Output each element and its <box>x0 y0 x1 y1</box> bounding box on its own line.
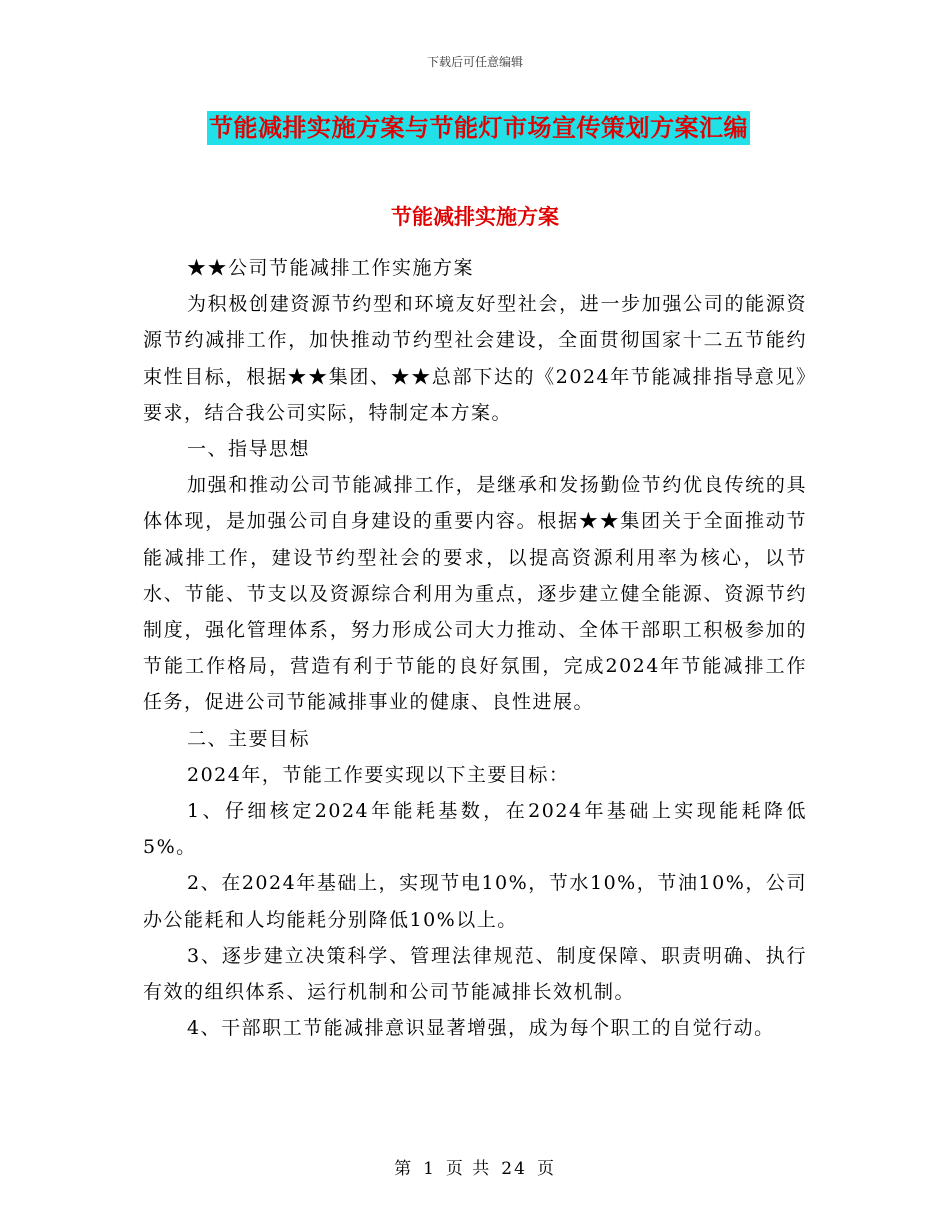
section-title: 节能减排实施方案 <box>391 204 559 229</box>
body-paragraph: 2、在2024年基础上，实现节电10%，节水10%，节油10%，公司办公能耗和人均能耗分别降低10%以上。 <box>143 872 807 931</box>
header-note: 下载后可任意编辑 <box>426 55 523 69</box>
page-suffix: 页 <box>536 1159 556 1179</box>
page-number: 1 <box>423 1159 436 1179</box>
document-title: 节能减排实施方案与节能灯市场宣传策划方案汇编 <box>207 111 750 145</box>
body-heading: 二、主要目标 <box>187 727 311 750</box>
body-paragraph: ★★公司节能减排工作实施方案 <box>187 257 475 279</box>
body-paragraph: 3、逐步建立决策科学、管理法律规范、制度保障、职责明确、执行有效的组织体系、运行机制和公司节能减排长效机制。 <box>143 944 807 1004</box>
body-paragraph: 加强和推动公司节能减排工作，是继承和发扬勤俭节约优良传统的具体体现，是加强公司自身建设的重要内容。根据★★集团关于全面推动节能减排工作，建设节约型社会的要求，以提高资源利用率为核心，以节水、节能、节支以及资源综合利用为重点，逐步建立健全能源、资源节约制度，强化管理体系，努力形成公司大力推动、全体干部职工积极参加的节能工作格局，营造有利于节能的良好氛围，完成2024年节能减排工作任务，促进公司节能减排事业的健康、良性进展。 <box>143 474 807 714</box>
body-paragraph: 4、干部职工节能减排意识显著增强，成为每个职工的自觉行动。 <box>187 1017 775 1040</box>
page-prefix: 第 <box>394 1159 414 1179</box>
page-total: 24 <box>501 1159 527 1179</box>
body-paragraph: 2024年，节能工作要实现以下主要目标： <box>187 763 570 786</box>
document-body <box>143 250 807 1046</box>
body-paragraph: 为积极创建资源节约型和环境友好型社会，进一步加强公司的能源资源节约减排工作，加快推动节约型社会建设，全面贯彻国家十二五节能约束性目标，根据★★集团、★★总部下达的《2024年节能减排指导意见》要求，结合我公司实际，特制定本方案。 <box>143 293 807 424</box>
page-mid: 页 共 <box>445 1159 492 1179</box>
page-footer <box>0 1154 950 1179</box>
body-paragraph: 1、仔细核定2024年能耗基数，在2024年基础上实现能耗降低5%。 <box>143 800 807 859</box>
body-heading: 一、指导思想 <box>187 438 311 461</box>
